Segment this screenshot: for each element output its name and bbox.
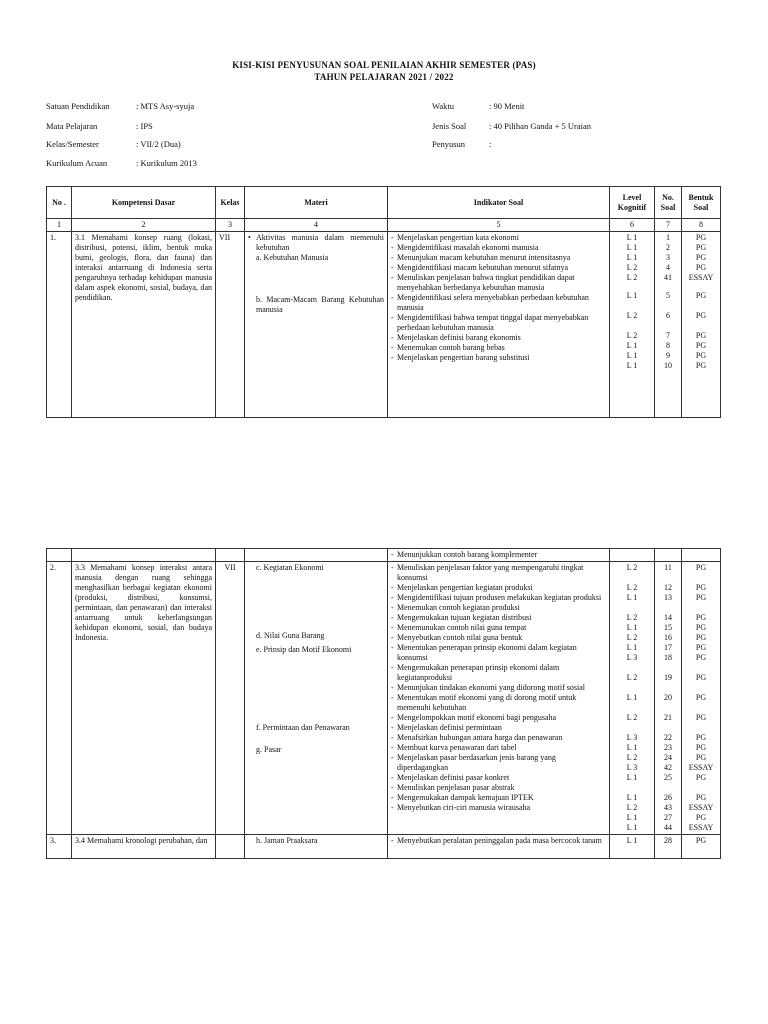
column-number: 7 xyxy=(655,219,682,232)
no-soal-value: 24 xyxy=(664,753,672,762)
level-value: L 1 xyxy=(626,773,638,782)
bentuk-value: PG xyxy=(695,773,707,782)
bentuk-value: PG xyxy=(695,733,707,742)
indikator-item: - Menjelaskan pengertian kata ekonomi xyxy=(391,233,606,243)
no-soal-value: 23 xyxy=(664,743,672,752)
indikator-item: - Menjelaskan pasar berdasarkan jenis barang yang diperdagangkan xyxy=(391,753,606,773)
level-value: L 1 xyxy=(626,243,638,252)
bentuk-value: ESSAY xyxy=(688,823,714,832)
indikator-item: - Menjelaskan definisi barang ekonomis xyxy=(391,333,606,343)
header-row xyxy=(47,187,721,219)
bentuk-value: PG xyxy=(695,263,707,272)
header-kelas: Kelas xyxy=(216,187,245,219)
header-bentuk: Bentuk Soal xyxy=(682,187,721,219)
bentuk-value: ESSAY xyxy=(688,273,714,282)
level-value: L 1 xyxy=(626,623,638,632)
level-value: L 1 xyxy=(610,835,655,859)
indikator-item: - Menemukan contoh barang bebas xyxy=(391,343,606,353)
indikator-item: - Mengidentifikasi bahwa tempat tinggal dapat menyebabkan perbedaan kebutuhan manusia xyxy=(391,313,606,333)
info-value: : Kurikulum 2013 xyxy=(136,158,197,168)
bentuk-value: PG xyxy=(695,613,707,622)
document-title: KISI-KISI PENYUSUNAN SOAL PENILAIAN AKHIR SEMESTER (PAS) xyxy=(232,60,536,70)
bentuk-value: PG xyxy=(695,653,707,662)
no-soal-value: 5 xyxy=(666,291,670,300)
header-kompetensi: Kompetensi Dasar xyxy=(72,187,216,219)
indikator-item: - Menuliskan penjelasan pasar abstrak xyxy=(391,783,606,793)
document-subtitle: TAHUN PELAJARAN 2021 / 2022 xyxy=(314,72,454,82)
info-value: : MTS Asy-syuja xyxy=(136,101,195,111)
indikator-item: - Mengidentifikasi macam kebutuhan menurut sifatnya xyxy=(391,263,606,273)
level-cell xyxy=(610,562,655,835)
materi-cell xyxy=(245,562,388,835)
bentuk-value: PG xyxy=(695,593,707,602)
table-row xyxy=(47,549,721,562)
column-number-row xyxy=(47,219,721,232)
indikator-item: - Menjelaskan definisi pasar konkret xyxy=(391,773,606,783)
level-value: L 1 xyxy=(626,593,638,602)
no-soal-value: 12 xyxy=(664,583,672,592)
info-label: Satuan Pendidikan xyxy=(46,101,110,111)
indikator-item: - Mengemukakan dampak kemajuan IPTEK xyxy=(391,793,606,803)
bentuk-value: PG xyxy=(695,673,707,682)
materi-cell xyxy=(245,232,388,418)
no-soal-value: 25 xyxy=(664,773,672,782)
bentuk-value: PG xyxy=(695,623,707,632)
level-value: L 2 xyxy=(626,331,638,340)
indikator-item: - Mengidentifikasi masalah ekonomi manusia xyxy=(391,243,606,253)
indikator-item: - Menjelaskan definisi permintaan xyxy=(391,723,606,733)
bentuk-value: PG xyxy=(695,351,707,360)
no-soal-value: 27 xyxy=(664,813,672,822)
bentuk-value: PG xyxy=(695,341,707,350)
row-number: 2. xyxy=(47,562,72,835)
bentuk-value: ESSAY xyxy=(688,803,714,812)
bentuk-cell xyxy=(682,562,721,835)
no-soal-value: 2 xyxy=(666,243,670,252)
indikator-item: - Membuat kurva penawaran dari tabel xyxy=(391,743,606,753)
bentuk-value: PG xyxy=(695,643,707,652)
info-label: Jenis Soal xyxy=(432,121,467,131)
no-soal-value: 11 xyxy=(664,563,672,572)
materi-item: • Aktivitas manusia dalam memenuhi kebutuhan xyxy=(248,233,384,253)
column-number: 3 xyxy=(216,219,245,232)
column-number: 4 xyxy=(245,219,388,232)
level-value: L 1 xyxy=(626,743,638,752)
info-label: Waktu xyxy=(432,101,454,111)
no-soal-value: 19 xyxy=(664,673,672,682)
indikator-item: - Mengemukakan penerapan prinsip ekonomi dalam kegiatanproduksi xyxy=(391,663,606,683)
materi-item: a. Kebutuhan Manusia xyxy=(256,253,329,262)
indikator-item: - Menafsirkan hubungan antara harga dan penawaran xyxy=(391,733,606,743)
indikator-item: - Menemunukan contoh nilai guna tempat xyxy=(391,623,606,633)
column-number: 8 xyxy=(682,219,721,232)
level-value: L 2 xyxy=(626,311,638,320)
info-label: Kurikulum Acuan xyxy=(46,158,108,168)
level-value: L 2 xyxy=(626,753,638,762)
level-value: L 3 xyxy=(626,653,638,662)
no-soal-value: 42 xyxy=(664,763,672,772)
column-number: 6 xyxy=(610,219,655,232)
column-number: 5 xyxy=(388,219,610,232)
bentuk-value: PG xyxy=(695,253,707,262)
indikator-item: - Mengemukakan tujuan kegiatan distribusi xyxy=(391,613,606,623)
info-value: : xyxy=(489,139,492,149)
level-value: L 2 xyxy=(626,563,638,572)
level-value: L 2 xyxy=(626,803,638,812)
no-soal-value: 28 xyxy=(655,835,682,859)
level-value: L 3 xyxy=(626,763,638,772)
no-soal-value: 41 xyxy=(664,273,672,282)
level-value: L 1 xyxy=(626,643,638,652)
level-value: L 1 xyxy=(626,291,638,300)
indikator-item: - Menemukan contoh kegiatan produksi xyxy=(391,603,606,613)
info-value: : 90 Menit xyxy=(489,101,525,111)
row-number: 3. xyxy=(47,835,72,859)
indikator-item: - Menentukan penerapan prinsip ekonomi dalam kegiatan konsumsi xyxy=(391,643,606,663)
header-no-soal: No. Soal xyxy=(655,187,682,219)
level-value: L 1 xyxy=(626,253,638,262)
no-soal-value: 22 xyxy=(664,733,672,742)
materi-item: e. Prinsip dan Motif Ekonomi xyxy=(256,645,352,654)
no-soal-value: 15 xyxy=(664,623,672,632)
indikator-item: - Menunjukan macam kebutuhan menurut intensitasnya xyxy=(391,253,606,263)
bentuk-value: PG xyxy=(695,563,707,572)
level-value: L 1 xyxy=(626,351,638,360)
no-soal-value: 4 xyxy=(666,263,670,272)
no-soal-value: 26 xyxy=(664,793,672,802)
level-value: L 2 xyxy=(626,673,638,682)
table-row xyxy=(47,562,721,835)
materi-item: b. Macam-Macam Barang Kebutuhan manusia xyxy=(256,295,384,314)
no-soal-value: 21 xyxy=(664,713,672,722)
materi-item: f. Permintaan dan Penawaran xyxy=(256,723,350,732)
bentuk-value: PG xyxy=(695,793,707,802)
indikator-cell xyxy=(388,232,610,418)
level-cell xyxy=(610,232,655,418)
indikator-item: - Mengelompokkan motif ekonomi bagi pengusaha xyxy=(391,713,606,723)
info-label: Mata Pelajaran xyxy=(46,121,98,131)
level-value: L 1 xyxy=(626,813,638,822)
bentuk-cell xyxy=(682,232,721,418)
bentuk-value: PG xyxy=(695,243,707,252)
indikator-item: - Mengidentifikasi tujuan produsen melakukan kegiatan produksi xyxy=(391,593,606,603)
level-value: L 3 xyxy=(626,733,638,742)
bentuk-value: PG xyxy=(695,813,707,822)
indikator-item: - Menunjukan tindakan ekonomi yang didorong motif sosial xyxy=(391,683,606,693)
level-value: L 2 xyxy=(626,583,638,592)
bentuk-value: PG xyxy=(695,291,707,300)
indikator-item: - Menunjukkan contoh barang komplementer xyxy=(391,550,606,560)
column-number: 1 xyxy=(47,219,72,232)
indikator-item: - Menjelaskan pengertian kegiatan produksi xyxy=(391,583,606,593)
no-soal-value: 16 xyxy=(664,633,672,642)
kompetensi-dasar: 3.3 Memahami konsep interaksi antara manusia dengan ruang sehingga menghasilkan berbagai kegiatan ekonomi (produksi, distribusi, konsumsi, permintaan, dan penawaran) dan interaksi antarruang untuk keberlangsungan kehidupan ekonomi, sosial, dan budaya Indonesia. xyxy=(72,562,216,835)
bentuk-value: PG xyxy=(695,693,707,702)
no-soal-value: 44 xyxy=(664,823,672,832)
bentuk-value: PG xyxy=(695,583,707,592)
header-materi: Materi xyxy=(245,187,388,219)
level-value: L 1 xyxy=(626,693,638,702)
table-row xyxy=(47,835,721,859)
bentuk-value: PG xyxy=(695,633,707,642)
indikator-item: - Menuliskan penjelasan faktor yang mempengaruhi tingkat konsumsi xyxy=(391,563,606,583)
no-soal-value: 8 xyxy=(666,341,670,350)
level-value: L 1 xyxy=(626,233,638,242)
info-label: Kelas/Semester xyxy=(46,139,99,149)
bentuk-value: PG xyxy=(682,835,721,859)
bentuk-value: PG xyxy=(695,311,707,320)
no-soal-cell xyxy=(655,232,682,418)
table-row xyxy=(47,232,721,418)
bentuk-value: PG xyxy=(695,331,707,340)
info-value: : IPS xyxy=(136,121,153,131)
level-value: L 2 xyxy=(626,713,638,722)
bentuk-value: PG xyxy=(695,361,707,370)
kisi-table-page-2 xyxy=(46,548,721,859)
no-soal-value: 18 xyxy=(664,653,672,662)
header-no: No . xyxy=(47,187,72,219)
row-number: 1. xyxy=(47,232,72,418)
materi-item: h. Jaman Praaksara xyxy=(256,836,318,845)
indikator-item: - Menyebutkan ciri-ciri manusia wirausaha xyxy=(391,803,606,813)
bentuk-value: ESSAY xyxy=(688,763,714,772)
no-soal-value: 20 xyxy=(664,693,672,702)
materi-item: g. Pasar xyxy=(256,745,282,754)
info-value: : VII/2 (Dua) xyxy=(136,139,181,149)
indikator-item: - Menentukan motif ekonomi yang di dorong motif untuk memenuhi kebutuhan xyxy=(391,693,606,713)
level-value: L 1 xyxy=(626,823,638,832)
kisi-table-page-1 xyxy=(46,186,721,418)
level-value: L 2 xyxy=(626,613,638,622)
indikator-item: - Menyebutkan contoh nilai guna bentuk xyxy=(391,633,606,643)
bentuk-value: PG xyxy=(695,743,707,752)
kelas-value: VII xyxy=(216,232,245,418)
info-label: Penyusun xyxy=(432,139,466,149)
level-value: L 1 xyxy=(626,341,638,350)
level-value: L 1 xyxy=(626,793,638,802)
level-value: L 2 xyxy=(626,633,638,642)
no-soal-value: 17 xyxy=(664,643,672,652)
column-number: 2 xyxy=(72,219,216,232)
indikator-item: - Mengidentifikasi selera menyebabkan perbedaan kebutuhan manusia xyxy=(391,293,606,313)
kompetensi-dasar: 3.1 Memahami konsep ruang (lokasi, distribusi, potensi, iklim, bentuk muka bumi, geologis, flora, dan fauna) dan interaksi antarruang di Indonesia serta pengaruhnya terhadap kehidupan manusia dalam aspek ekonomi, sosial, budaya, dan pendidikan. xyxy=(72,232,216,418)
no-soal-value: 14 xyxy=(664,613,672,622)
no-soal-value: 1 xyxy=(666,233,670,242)
no-soal-value: 6 xyxy=(666,311,670,320)
no-soal-cell xyxy=(655,562,682,835)
materi-item: d. Nilai Guna Barang xyxy=(256,631,325,640)
kelas-value: VII xyxy=(216,562,245,835)
no-soal-value: 7 xyxy=(666,331,670,340)
header-indikator: Indikator Soal xyxy=(388,187,610,219)
level-value: L 1 xyxy=(626,361,638,370)
bentuk-value: PG xyxy=(695,713,707,722)
indikator-item: - Menuliskan penjelasan bahwa tingkat pendidikan dapat menyebabkan berbedanya kebutuhan manusia xyxy=(391,273,606,293)
no-soal-value: 43 xyxy=(664,803,672,812)
level-value: L 2 xyxy=(626,263,638,272)
indikator-item: - Menyebutkan peralatan peninggalan pada masa bercocok tanam xyxy=(391,836,606,846)
bentuk-value: PG xyxy=(695,233,707,242)
no-soal-value: 13 xyxy=(664,593,672,602)
no-soal-value: 3 xyxy=(666,253,670,262)
materi-item: c. Kegiatan Ekonomi xyxy=(256,563,324,572)
header-level: Level Kognitif xyxy=(610,187,655,219)
no-soal-value: 9 xyxy=(666,351,670,360)
level-value: L 2 xyxy=(626,273,638,282)
no-soal-value: 10 xyxy=(664,361,672,370)
indikator-item: - Menjelaskan pengertian barang substitusi xyxy=(391,353,606,363)
info-value: : 40 Pilihan Ganda + 5 Uraian xyxy=(489,121,592,131)
indikator-cell xyxy=(388,562,610,835)
kompetensi-dasar: 3.4 Memahami kronologi perubahan, dan xyxy=(72,835,216,859)
bentuk-value: PG xyxy=(695,753,707,762)
